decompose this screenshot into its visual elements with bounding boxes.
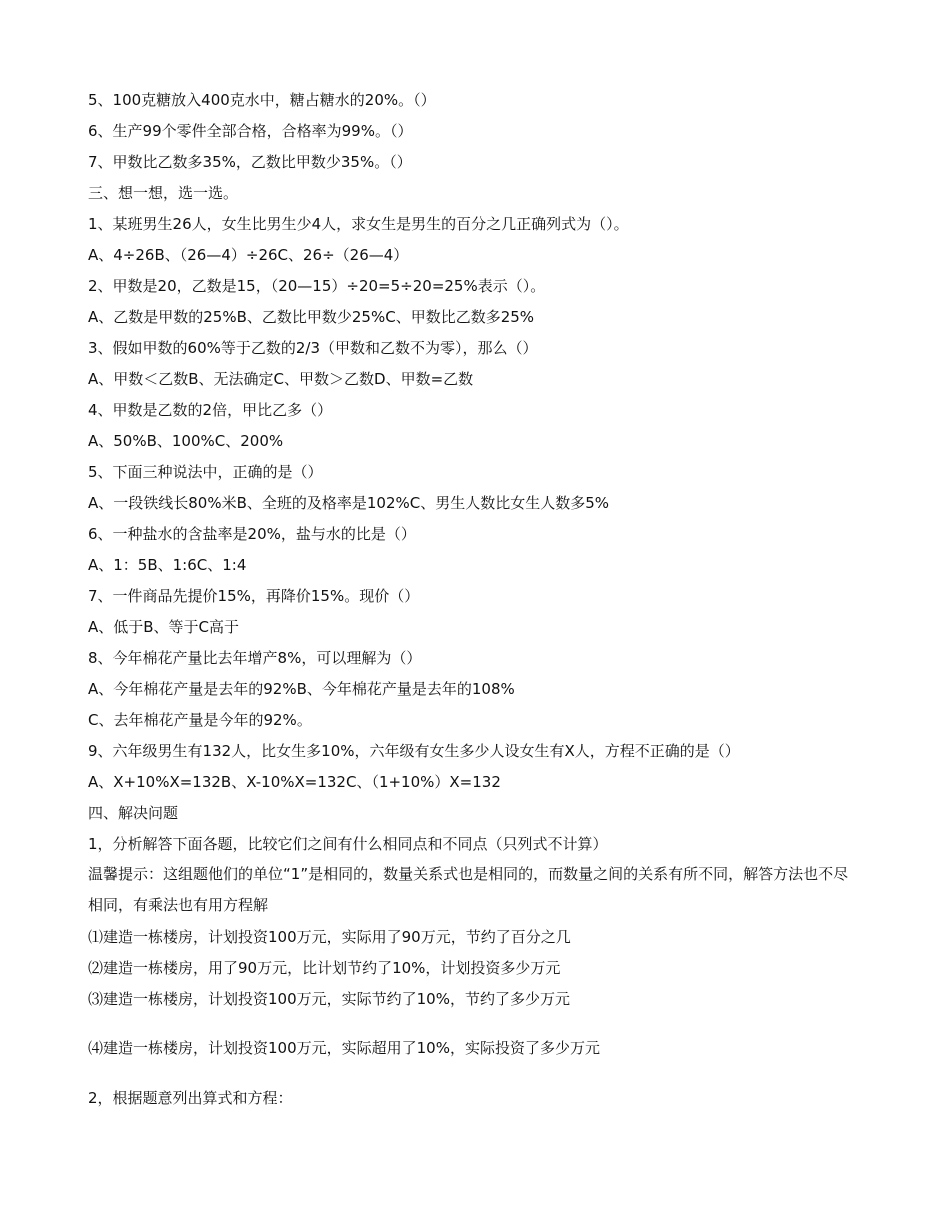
choice-options-6: A、1：5B、1:6C、1:4: [88, 556, 247, 574]
choice-question-1: 1、某班男生26人，女生比男生少4人，求女生是男生的百分之几正确列式为（）。: [88, 215, 629, 233]
problem-1-item-3: ⑶建造一栋楼房，计划投资100万元，实际节约了10%，节约了多少万元: [88, 990, 570, 1008]
choice-options-4: A、50%B、100%C、200%: [88, 432, 284, 450]
choice-options-5: A、一段铁线长80%米B、全班的及格率是102%C、男生人数比女生人数多5%: [88, 494, 610, 512]
choice-options-1: A、4÷26B、（26—4）÷26C、26÷（26—4）: [88, 246, 409, 264]
judge-item-5: 5、100克糖放入400克水中，糖占糖水的20%。（）: [88, 91, 436, 109]
choice-question-6: 6、一种盐水的含盐率是20%，盐与水的比是（）: [88, 525, 416, 543]
choice-options-7: A、低于B、等于C高于: [88, 618, 240, 636]
choice-question-2: 2、甲数是20，乙数是15，（20—15）÷20=5÷20=25%表示（）。: [88, 277, 546, 295]
problem-1-item-1: ⑴建造一栋楼房，计划投资100万元，实际用了90万元，节约了百分之几: [88, 928, 571, 946]
choice-question-7: 7、一件商品先提价15%，再降价15%。现价（）: [88, 587, 420, 605]
problem-1-instruction: 1，分析解答下面各题，比较它们之间有什么相同点和不同点（只列式不计算）: [88, 835, 608, 853]
problem-1-item-2: ⑵建造一栋楼房，用了90万元，比计划节约了10%，计划投资多少万元: [88, 959, 561, 977]
section-heading-3: 三、想一想，选一选。: [88, 184, 239, 202]
choice-question-8: 8、今年棉花产量比去年增产8%，可以理解为（）: [88, 649, 422, 667]
judge-item-7: 7、甲数比乙数多35%，乙数比甲数少35%。（）: [88, 153, 412, 171]
choice-question-9: 9、六年级男生有132人，比女生多10%，六年级有女生多少人设女生有X人，方程不正确的是（）: [88, 742, 740, 760]
choice-question-4: 4、甲数是乙数的2倍，甲比乙多（）: [88, 401, 333, 419]
choice-options-8-c: C、去年棉花产量是今年的92%。: [88, 711, 312, 729]
section-heading-4: 四、解决问题: [88, 804, 179, 822]
choice-options-8-ab: A、今年棉花产量是去年的92%B、今年棉花产量是去年的108%: [88, 680, 515, 698]
problem-2-heading: 2，根据题意列出算式和方程：: [88, 1089, 293, 1107]
choice-options-2: A、乙数是甲数的25%B、乙数比甲数少25%C、甲数比乙数多25%: [88, 308, 535, 326]
choice-question-3: 3、假如甲数的60%等于乙数的2/3（甲数和乙数不为零），那么（）: [88, 339, 538, 357]
choice-options-3: A、甲数＜乙数B、无法确定C、甲数＞乙数D、甲数=乙数: [88, 370, 474, 388]
problem-1-tip: 温馨提示：这组题他们的单位“1”是相同的，数量关系式也是相同的，而数量之间的关系有所不同，解答方法也不尽相同，有乘法也有用方程解: [88, 865, 849, 914]
choice-question-5: 5、下面三种说法中，正确的是（）: [88, 463, 323, 481]
problem-1-item-4: ⑷建造一栋楼房，计划投资100万元，实际超用了10%，实际投资了多少万元: [88, 1039, 600, 1057]
choice-options-9: A、X+10%X=132B、X-10%X=132C、（1+10%）X=132: [88, 773, 501, 791]
judge-item-6: 6、生产99个零件全部合格，合格率为99%。（）: [88, 122, 413, 140]
